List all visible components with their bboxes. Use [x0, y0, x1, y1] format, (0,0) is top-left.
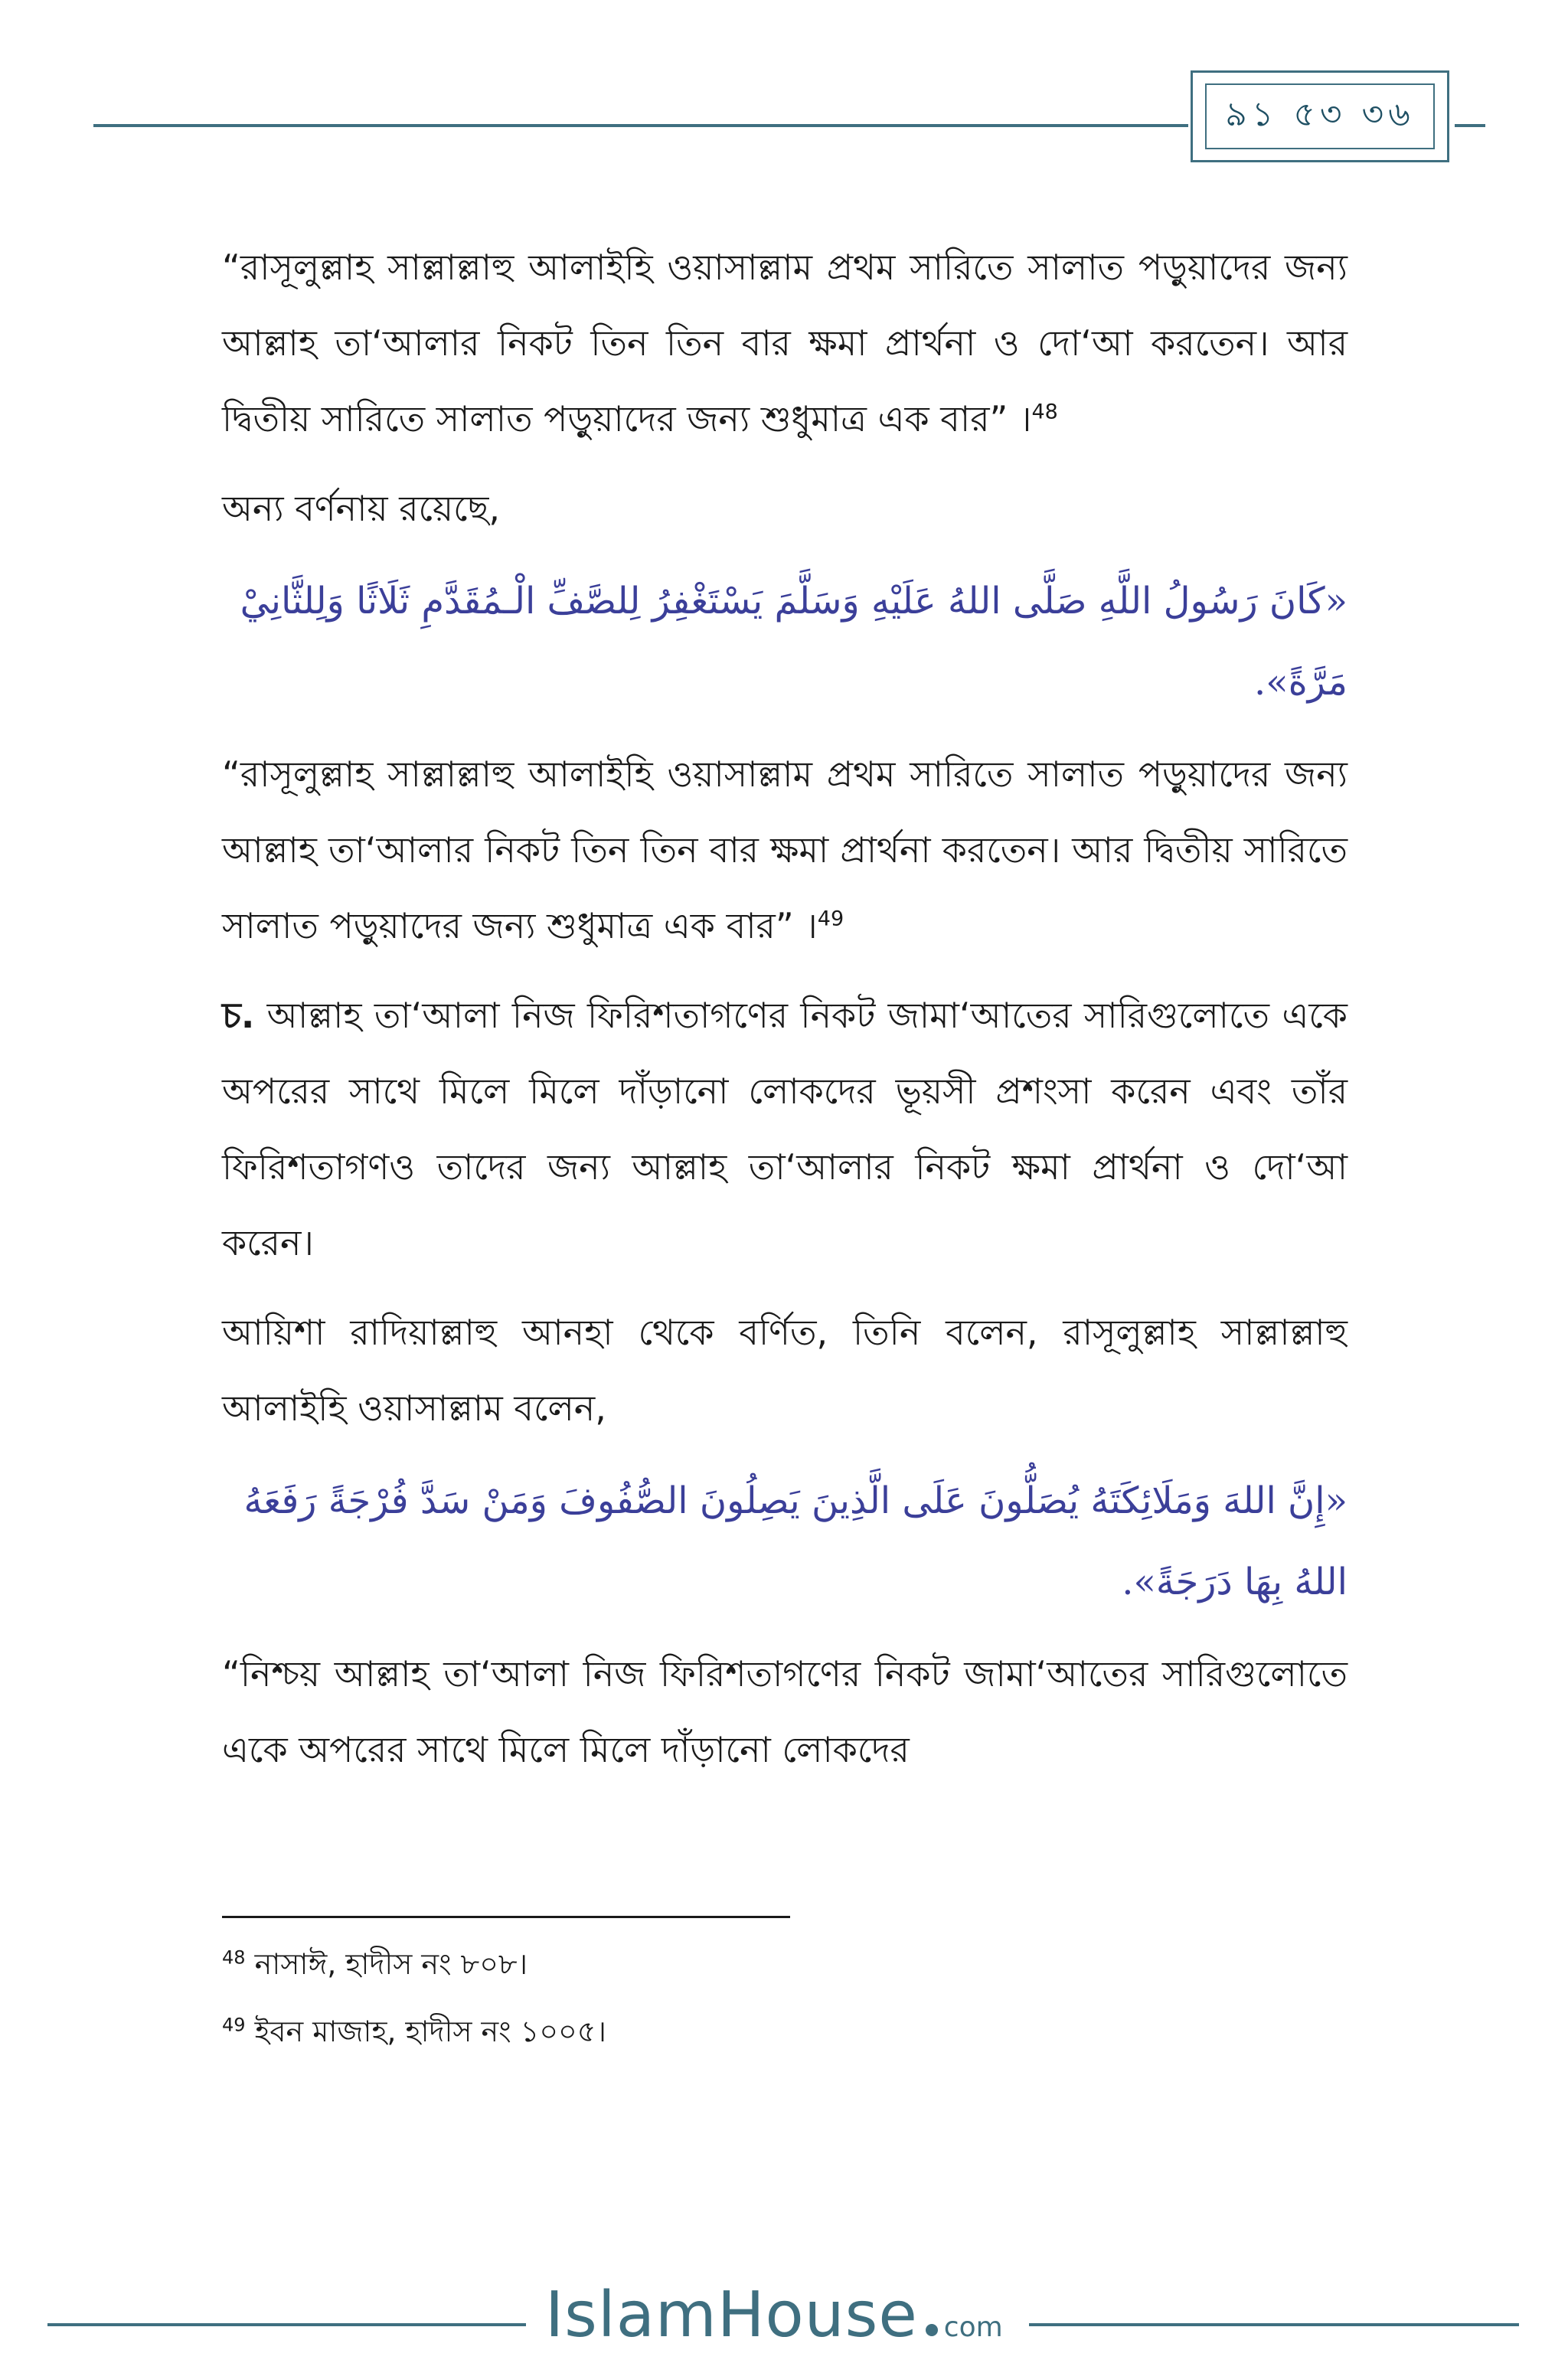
footnote-49: $^{49}$ ইবন মাজাহ, হাদীস নং ১০০৫।: [222, 2014, 606, 2048]
page-number-badge: [1191, 70, 1449, 162]
paragraph-5: আয়িশা রাদিয়াল্লাহু আনহা থেকে বর্ণিত, তিনি বলেন, রাসূলুল্লাহ সাল্লাল্লাহু আলাইহি ওয়াসাল্লাম বলেন,: [222, 1312, 1348, 1429]
arabic-hadith-2: «إِنَّ اللهَ وَمَلَائِكَتَهُ يُصَلُّونَ عَلَى الَّذِينَ يَصِلُونَ الصُّفُوفَ وَمَنْ سَدَّ فُرْجَةً رَفَعَهُ اللهُ بِهَا دَرَجَةً».: [243, 1479, 1348, 1603]
footnote-ref-49[interactable]: 49: [817, 907, 844, 931]
main-content: [222, 230, 1348, 1802]
paragraph-6: “নিশ্চয় আল্লাহ তা‘আলা নিজ ফিরিশতাগণের নিকট জামা‘আতের সারিগুলোতে একে অপরের সাথে মিলে মিলে দাঁড়ানো লোকদের: [222, 1653, 1348, 1770]
logo-suffix: com: [943, 2312, 1003, 2343]
logo-text: IslamHouse: [545, 2279, 918, 2352]
footnote-ref-48[interactable]: 48: [1031, 400, 1058, 424]
header-rule-right: [1455, 124, 1485, 127]
section-label: চ.: [222, 995, 255, 1036]
header-rule: [93, 124, 1188, 127]
paragraph-2: অন্য বর্ণনায় রয়েছে,: [222, 488, 501, 529]
paragraph-3: “রাসূলুল্লাহ সাল্লাল্লাহু আলাইহি ওয়াসাল্লাম প্রথম সারিতে সালাত পড়ুয়াদের জন্য আল্লাহ তা‘আলার নিকট তিন তিন বার ক্ষমা প্রার্থনা করতেন। আর দ্বিতীয় সারিতে সালাত পড়ুয়াদের জন্য শুধুমাত্র এক বার” ।$^{49}$: [222, 753, 1348, 946]
paragraph-1: “রাসূলুল্লাহ সাল্লাল্লাহু আলাইহি ওয়াসাল্লাম প্রথম সারিতে সালাত পড়ুয়াদের জন্য আল্লাহ তা‘আলার নিকট তিন তিন বার ক্ষমা প্রার্থনা ও দো‘আ করতেন। আর দ্বিতীয় সারিতে সালাত পড়ুয়াদের জন্য শুধুমাত্র এক বার” ।$^{48}$: [222, 247, 1348, 440]
footnote-48: $^{48}$ নাসাঈ, হাদীস নং ৮০৮।: [222, 1946, 528, 1981]
footnote-divider: [222, 1916, 790, 1918]
footnotes: [222, 1941, 1348, 2076]
footer-rule-left: [47, 2323, 526, 2326]
paragraph-4: চ. আল্লাহ তা‘আলা নিজ ফিরিশতাগণের নিকট জামা‘আতের সারিগুলোতে একে অপরের সাথে মিলে মিলে দাঁড়ানো লোকদের ভূয়সী প্রশংসা করেন এবং তাঁর ফিরিশতাগণও তাদের জন্য আল্লাহ তা‘আলার নিকট ক্ষমা প্রার্থনা ও দো‘আ করেন।: [222, 995, 1348, 1263]
logo-dot-icon: [926, 2324, 938, 2336]
islamhouse-logo: [545, 2279, 1020, 2363]
arabic-hadith-1: «كَانَ رَسُولُ اللَّهِ صَلَّى اللهُ عَلَيْهِ وَسَلَّمَ يَسْتَغْفِرُ لِلصَّفِّ الْـمُقَدَّمِ ثَلَاثًا وَلِلثَّانِيْ مَرَّةً».: [240, 580, 1348, 704]
footer-rule-right: [1029, 2323, 1519, 2326]
page-number: ৯১ ৫৩ ৩৬: [1205, 83, 1435, 149]
